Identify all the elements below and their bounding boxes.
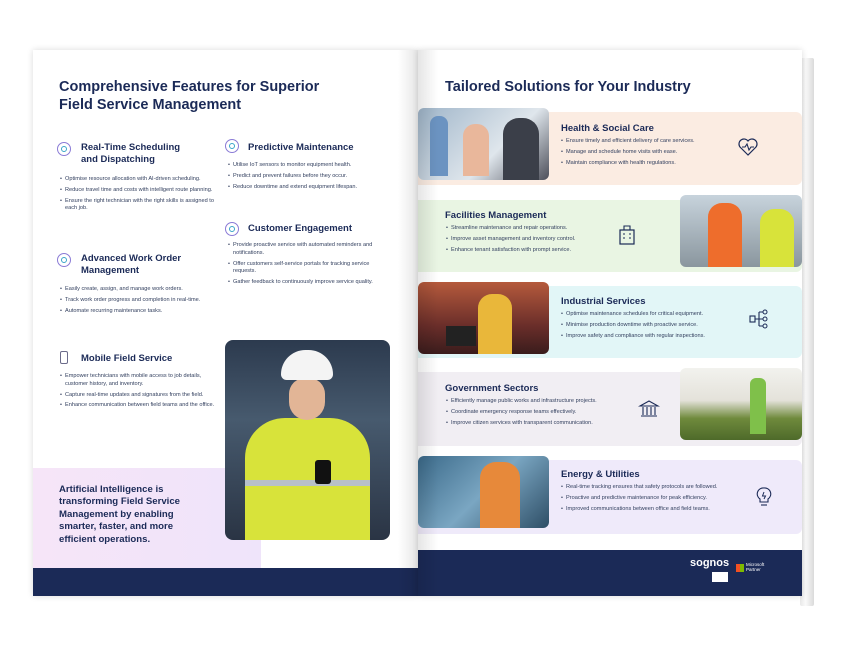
list-item: • Reduce travel time and costs with intelligent route planning. [60, 187, 224, 195]
list-item: • Reduce downtime and extend equipment lifespan. [228, 184, 393, 192]
section-title-facilities: Facilities Management [445, 210, 547, 221]
microsoft-logo-icon [736, 564, 744, 572]
list-item: • Capture real-time updates and signatures from the field. [60, 392, 224, 400]
hard-hat-icon [281, 350, 333, 380]
section-title-industrial: Industrial Services [561, 296, 646, 307]
list-item: • Maintain compliance with health regulations. [561, 160, 731, 168]
list-item: • Coordinate emergency response teams effectively. [446, 409, 636, 417]
left-page-title [59, 78, 379, 114]
facilities-photo [680, 195, 802, 267]
list-item: • Minimise production downtime with proactive service. [561, 322, 739, 330]
right-page-title: Tailored Solutions for Your Industry [445, 79, 691, 95]
feature-title-line: Advanced Work Order [81, 253, 182, 264]
photo-reflective-strip [245, 480, 370, 486]
feature-bullets-mobile [60, 373, 224, 413]
feature-title-mobile [81, 353, 172, 365]
lightbulb-icon [753, 486, 775, 508]
section-title-health: Health & Social Care [561, 123, 654, 134]
section-bullets-health [561, 138, 731, 170]
list-item: • Ensure the right technician with the right skills is assigned to each job. [60, 198, 224, 214]
feature-title-line: Management [81, 265, 140, 276]
photo-jacket [245, 418, 370, 540]
government-photo [680, 368, 802, 440]
photo-person [478, 294, 512, 354]
smartphone-icon [315, 460, 331, 484]
work-order-icon [57, 253, 71, 267]
field-worker-photo [225, 340, 390, 540]
energy-photo [418, 456, 549, 528]
right-footer-band [418, 550, 802, 596]
feature-title-line: Mobile Field Service [81, 353, 173, 364]
brand-logo: sognos [690, 557, 730, 569]
feature-bullets-scheduling [60, 176, 224, 216]
heart-pulse-icon [737, 136, 759, 158]
photo-person [760, 209, 794, 267]
customer-engagement-icon [225, 222, 239, 236]
left-title-line2: Field Service Management [59, 97, 242, 113]
list-item: • Ensure timely and efficient delivery of care services. [561, 138, 731, 146]
predictive-maintenance-icon [225, 139, 239, 153]
section-bullets-industrial [561, 311, 739, 343]
list-item: • Optimise resource allocation with AI-driven scheduling. [60, 176, 224, 184]
right-page [418, 50, 802, 596]
section-title-energy: Energy & Utilities [561, 469, 640, 480]
building-icon [616, 224, 638, 246]
photo-person [463, 124, 489, 176]
government-building-icon [638, 398, 660, 420]
section-bullets-government [446, 398, 636, 430]
list-item: • Improved communications between office and field teams. [561, 506, 751, 514]
left-footer-band [33, 568, 418, 596]
list-item: • Utilise IoT sensors to monitor equipment health. [228, 162, 393, 170]
partner-label [746, 562, 764, 572]
list-item: • Provide proactive service with automated reminders and notifications. [228, 242, 386, 258]
list-item: • Empower technicians with mobile access to job details, customer history, and inventory. [60, 373, 224, 389]
partner-label-line: Microsoft [746, 562, 765, 567]
photo-person [708, 203, 742, 267]
health-photo [418, 108, 549, 180]
section-bullets-energy [561, 484, 751, 516]
list-item: • Efficiently manage public works and infrastructure projects. [446, 398, 636, 406]
feature-bullets-work-order [60, 286, 224, 318]
feature-title-line: Predictive Maintenance [248, 142, 354, 153]
left-page [33, 50, 418, 596]
list-item: • Track work order progress and completion in real-time. [60, 297, 224, 305]
feature-title-line: and Dispatching [81, 154, 155, 165]
feature-title-work-order [81, 253, 181, 277]
mobile-phone-icon [60, 351, 68, 364]
feature-title-line: Real-Time Scheduling [81, 142, 181, 153]
list-item: • Real-time tracking ensures that safety protocols are followed. [561, 484, 751, 492]
list-item: • Proactive and predictive maintenance for peak efficiency. [561, 495, 751, 503]
photo-person [503, 118, 539, 180]
photo-face [289, 378, 325, 420]
photo-person [750, 378, 766, 434]
feature-title-scheduling [81, 142, 180, 166]
left-title-line1: Comprehensive Features for Superior [59, 79, 320, 95]
list-item: • Improve safety and compliance with regular inspections. [561, 333, 739, 341]
list-item: • Easily create, assign, and manage work orders. [60, 286, 224, 294]
page-stack-edge [800, 58, 814, 606]
list-item: • Predict and prevent failures before they occur. [228, 173, 393, 181]
industrial-photo [418, 282, 549, 354]
list-item: • Enhance communication between field teams and the office. [60, 402, 224, 410]
feature-bullets-predictive [228, 162, 393, 194]
section-title-government: Government Sectors [445, 383, 539, 394]
feature-title-predictive [248, 142, 354, 154]
photo-person [430, 116, 448, 176]
list-item: • Improve citizen services with transparent communication. [446, 420, 636, 428]
scheduling-icon [57, 142, 71, 156]
list-item: • Gather feedback to continuously improve service quality. [228, 279, 386, 287]
feature-bullets-customer [228, 242, 386, 290]
list-item: • Streamline maintenance and repair operations. [446, 225, 616, 233]
feature-title-line: Customer Engagement [248, 223, 352, 234]
list-item: • Enhance tenant satisfaction with prompt service. [446, 247, 616, 255]
list-item: • Offer customers self-service portals for tracking service requests. [228, 261, 386, 277]
photo-laptop [446, 326, 476, 346]
partner-label-line: Partner [746, 567, 761, 573]
photo-person [480, 462, 520, 528]
list-item: • Automate recurring maintenance tasks. [60, 308, 224, 316]
feature-title-customer [248, 223, 352, 235]
list-item: • Manage and schedule home visits with ease. [561, 149, 731, 157]
section-bullets-facilities [446, 225, 616, 257]
list-item: • Optimise maintenance schedules for critical equipment. [561, 311, 739, 319]
list-item: • Improve asset management and inventory control. [446, 236, 616, 244]
network-icon [748, 308, 770, 330]
ai-statement: Artificial Intelligence is transforming Field Service Management by enabling smarter, faster, and more efficient operations. [59, 484, 181, 545]
award-badge-icon [712, 572, 728, 582]
